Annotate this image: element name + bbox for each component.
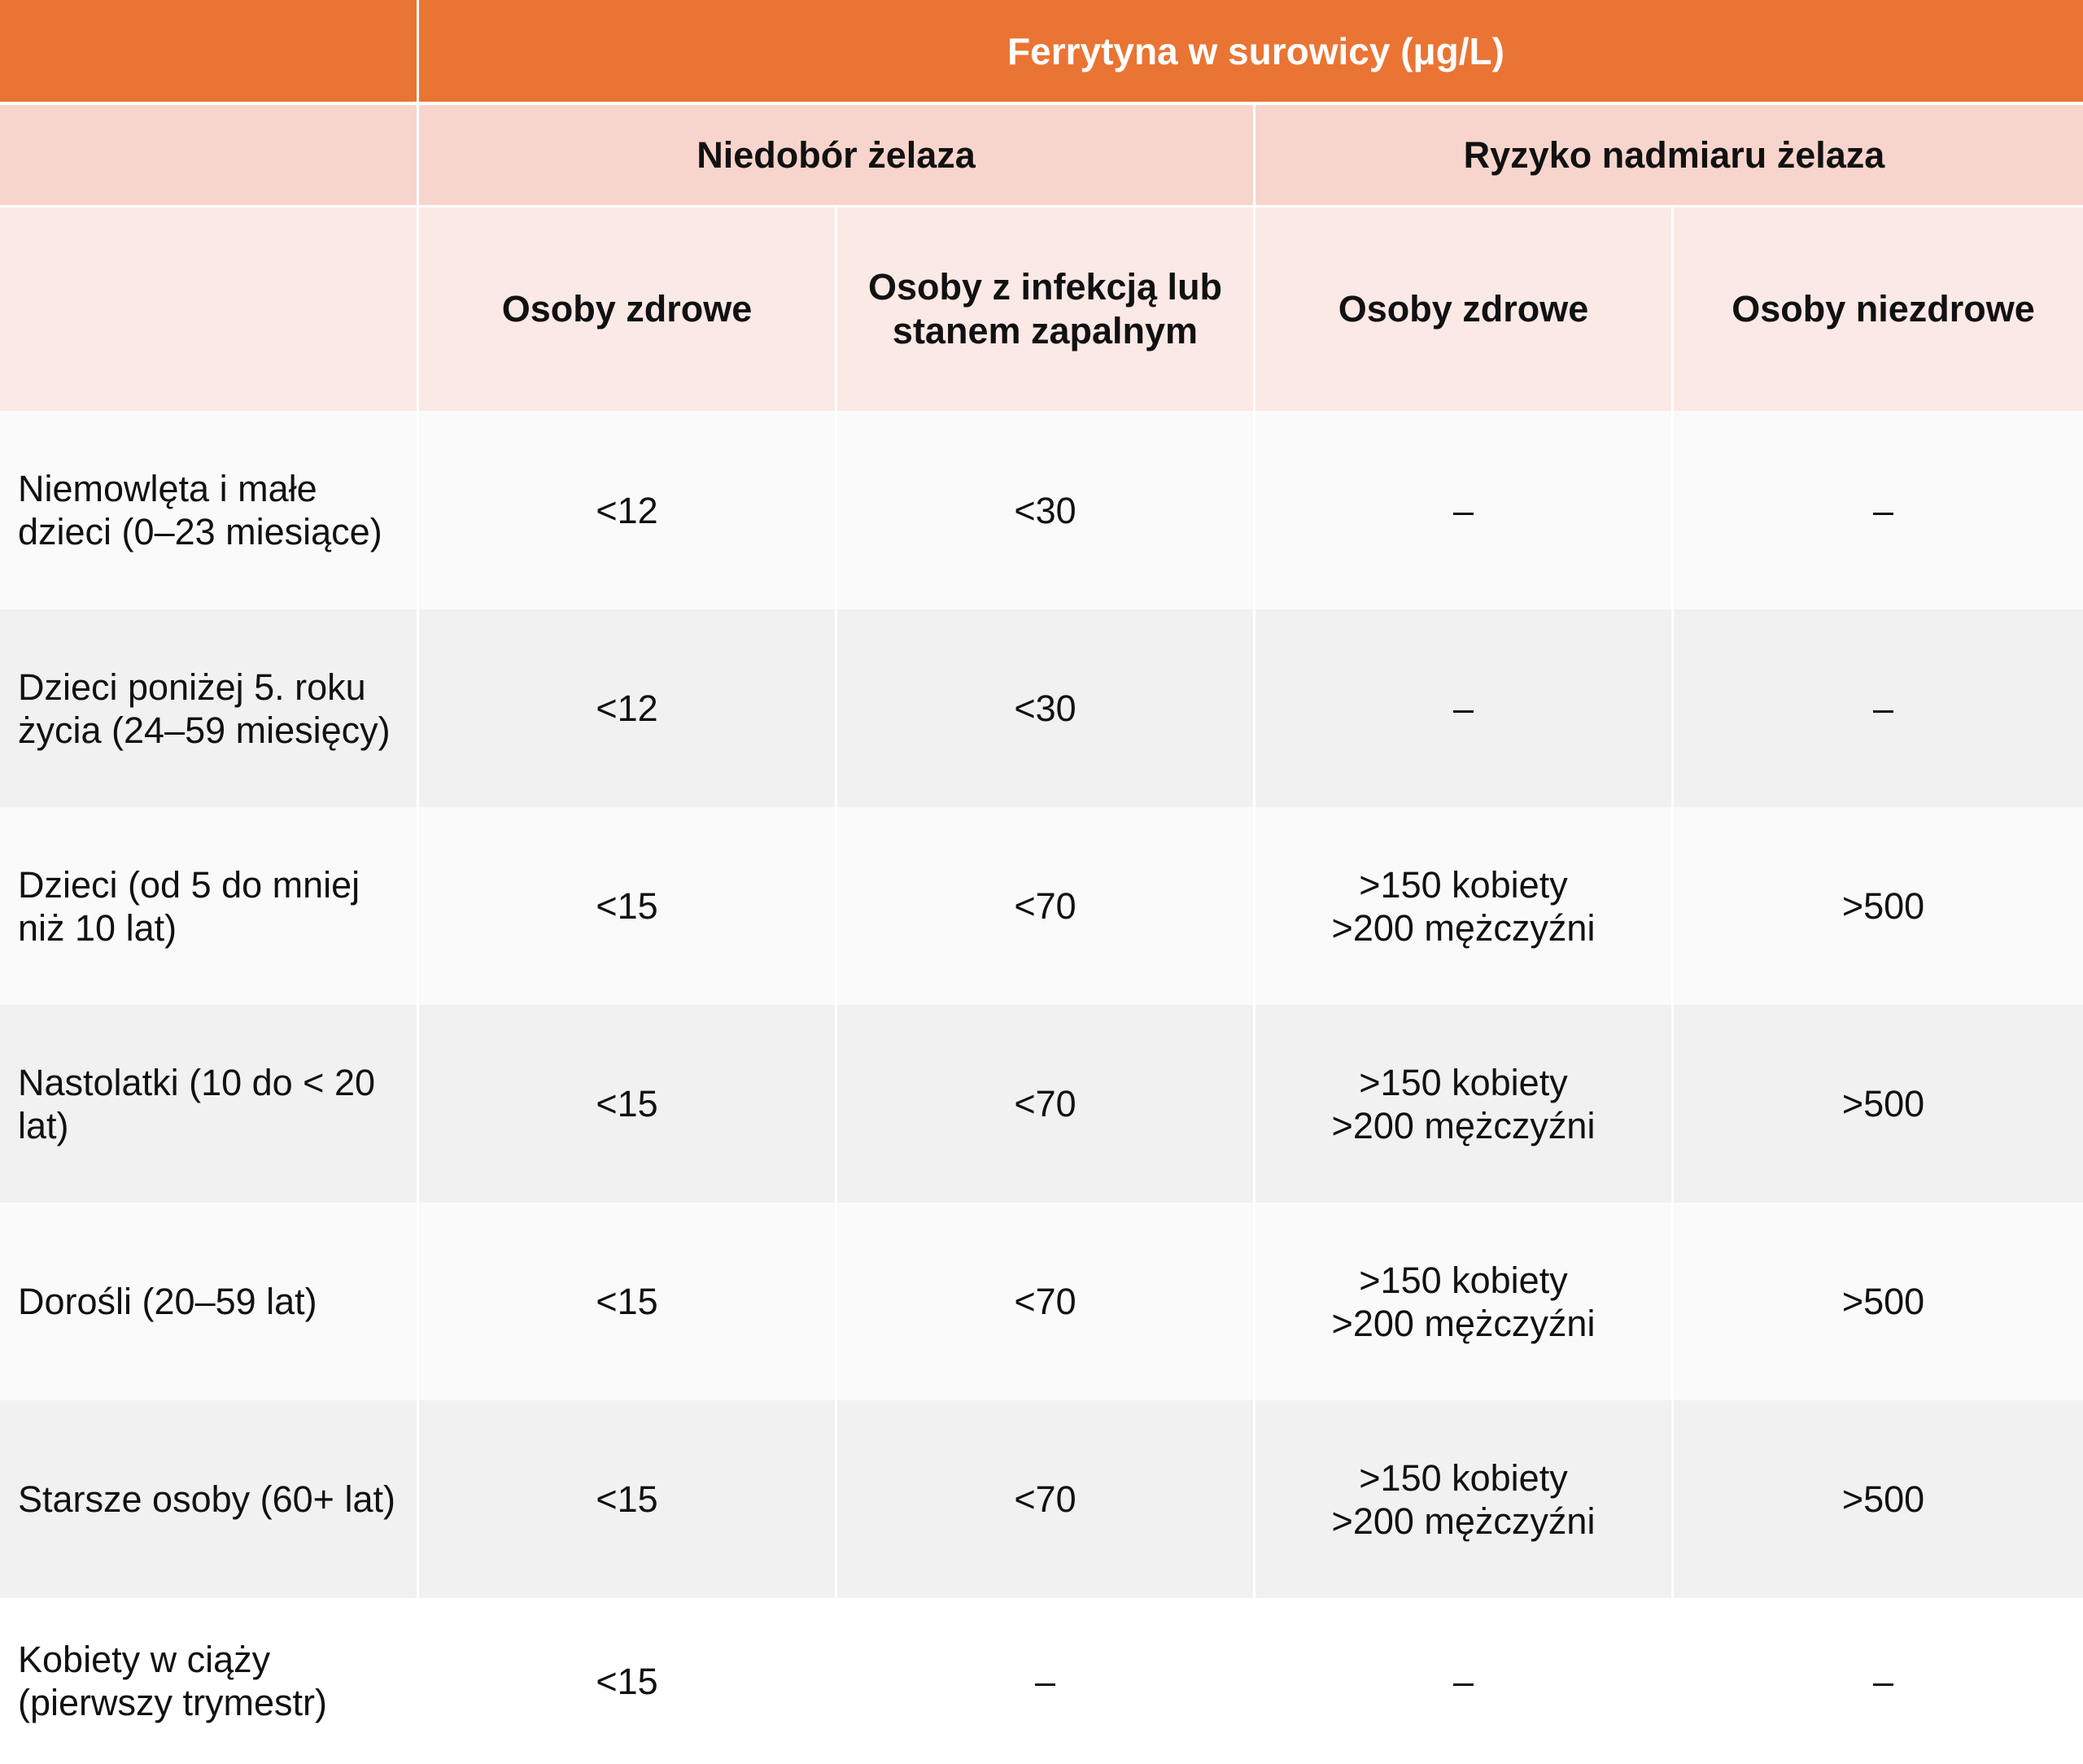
table-cell: –: [837, 1598, 1253, 1764]
table-cell: >500: [1674, 1005, 2083, 1203]
row-label: Dzieci poniżej 5. roku życia (24–59 miesięcy): [0, 609, 417, 807]
table-cell: <12: [419, 609, 835, 807]
table-cell: –: [1674, 411, 2083, 609]
table-cell: –: [1674, 1598, 2083, 1764]
table-cell: –: [1255, 1598, 1671, 1764]
table-cell: –: [1255, 609, 1671, 807]
column-header: Osoby zdrowe: [419, 207, 835, 411]
table-cell: <15: [419, 807, 835, 1005]
table-cell: <12: [419, 411, 835, 609]
table-cell: <70: [837, 1400, 1253, 1598]
table-cell: <15: [419, 1005, 835, 1203]
table-title: Ferrytyna w surowicy (μg/L): [419, 0, 2083, 105]
table-cell: <15: [419, 1400, 835, 1598]
table-cell: <30: [837, 411, 1253, 609]
column-header: Osoby zdrowe: [1255, 207, 1671, 411]
table-cell: >150 kobiety >200 mężczyźni: [1255, 1203, 1671, 1400]
table-cell: –: [1255, 411, 1671, 609]
row-label: Nastolatki (10 do < 20 lat): [0, 1005, 417, 1203]
row-label: Dzieci (od 5 do mniej niż 10 lat): [0, 807, 417, 1005]
group-header-overload: Ryzyko nadmiaru żelaza: [1255, 105, 2083, 207]
header-corner-mid: [0, 105, 417, 207]
header-corner-top: [0, 0, 417, 105]
row-label: Kobiety w ciąży (pierwszy trymestr): [0, 1598, 417, 1764]
table-cell: <15: [419, 1203, 835, 1400]
table-cell: <15: [419, 1598, 835, 1764]
table-cell: <70: [837, 807, 1253, 1005]
table-cell: >500: [1674, 1400, 2083, 1598]
table-cell: >500: [1674, 1203, 2083, 1400]
table-cell: <30: [837, 609, 1253, 807]
row-label: Dorośli (20–59 lat): [0, 1203, 417, 1400]
column-header: Osoby niezdrowe: [1674, 207, 2083, 411]
row-label: Niemowlęta i małe dzieci (0–23 miesiące): [0, 411, 417, 609]
table-cell: >500: [1674, 807, 2083, 1005]
header-corner-sub: [0, 207, 417, 411]
table-cell: <70: [837, 1005, 1253, 1203]
table-cell: >150 kobiety >200 mężczyźni: [1255, 807, 1671, 1005]
table-cell: >150 kobiety >200 mężczyźni: [1255, 1005, 1671, 1203]
table-cell: >150 kobiety >200 mężczyźni: [1255, 1400, 1671, 1598]
row-label: Starsze osoby (60+ lat): [0, 1400, 417, 1598]
table-cell: –: [1674, 609, 2083, 807]
group-header-deficiency: Niedobór żelaza: [419, 105, 1253, 207]
table-cell: <70: [837, 1203, 1253, 1400]
column-header: Osoby z infekcją lub stanem zapalnym: [837, 207, 1253, 411]
